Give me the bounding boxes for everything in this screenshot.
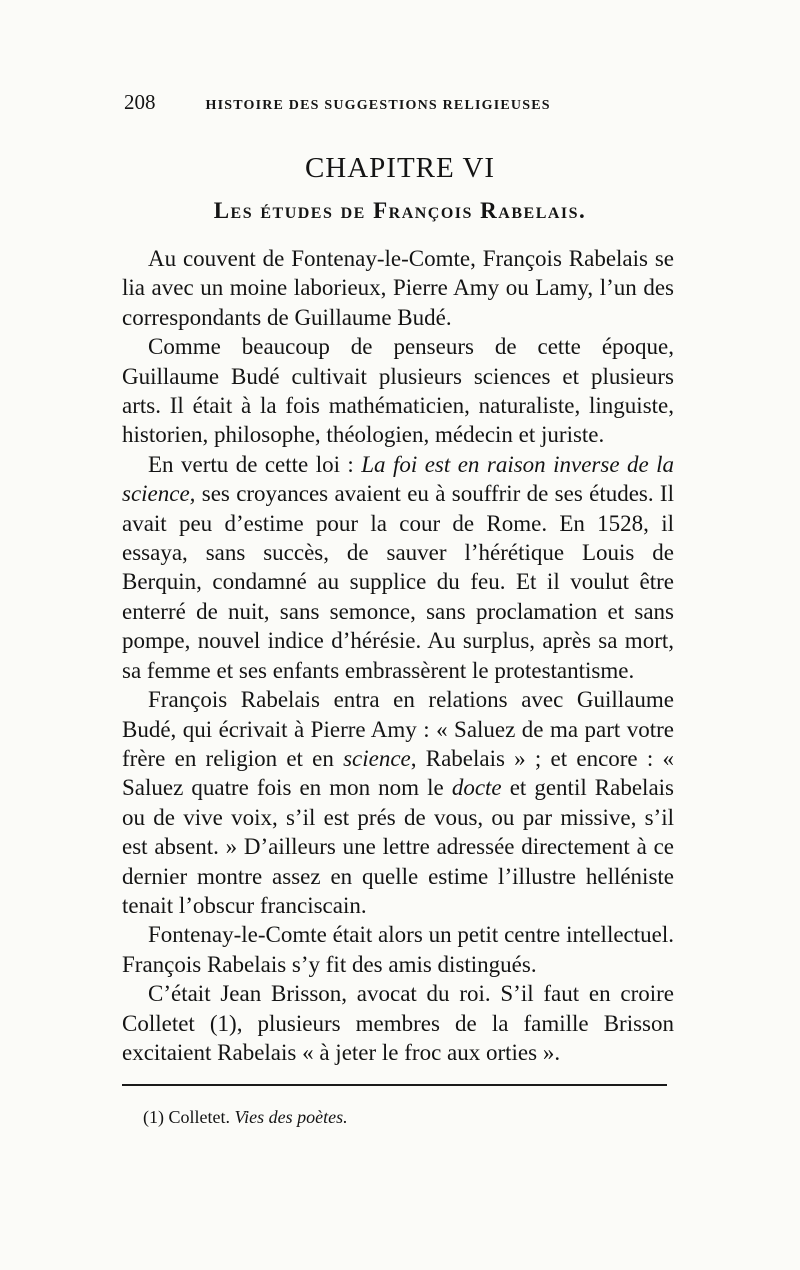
running-title: HISTOIRE DES SUGGESTIONS RELIGIEUSES xyxy=(205,98,551,113)
footnote-rule xyxy=(122,1084,667,1086)
paragraph-4-italic-docte: docte xyxy=(451,775,502,801)
paragraph-4-text-middle: , Rabelais » ; et encore : « Saluez quatre fois en mon nom le xyxy=(122,745,674,801)
chapter-subtitle: Les études de François Rabelais. xyxy=(213,198,587,223)
paragraph-3 xyxy=(122,450,674,685)
paragraph-1: Au couvent de Fontenay-le-Comte, François Rabelais se lia avec un moine laborieux, Pierre Amy ou Lamy, l’un des correspondants de Guillaume Budé. xyxy=(122,246,674,330)
paragraph-4 xyxy=(122,685,674,920)
paragraph-3-text-end: ses croyances avaient eu à souffrir de ses études. Il avait peu d’estime pour la cour de Rome. En 1528, il essaya, sans succès, de sauver l’hérétique Louis de Berquin, condamné au supplice du feu. Et il voulut être enterré de nuit, sans semonce, sans proclamation et sans pompe, nouvel indice d’hérésie. Au surplus, après sa mort, sa femme et ses enfants embrassèrent le protestantisme. xyxy=(122,481,674,683)
running-head xyxy=(124,90,676,115)
paragraph-6: C’était Jean Brisson, avocat du roi. S’il faut en croire Colletet (1), plusieurs membres de la famille Brisson excitaient Rabelais « à jeter le froc aux orties ». xyxy=(122,981,674,1065)
paragraph-2: Comme beaucoup de penseurs de cette époque, Guillaume Budé cultivait plusieurs sciences et plusieurs arts. Il était à la fois mathématicien, naturaliste, linguiste, historien, philosophe, théologien, médecin et juriste. xyxy=(122,334,674,448)
footnote-marker: (1) Colletet. xyxy=(143,1107,235,1127)
paragraph-3-italic-quote: La foi est en raison inverse de la science, xyxy=(122,451,675,507)
page-number: 208 xyxy=(124,90,156,114)
paragraph-4-text-start: François Rabelais entra en relations avec Guillaume Budé, qui écrivait à Pierre Amy : « Saluez de ma part votre frère en religion et en xyxy=(122,687,674,771)
paragraph-4-italic-science: science xyxy=(343,745,411,771)
footnote xyxy=(143,1107,348,1128)
paragraph-3-text-start: En vertu de cette loi : xyxy=(148,451,362,477)
paragraph-4-text-end: et gentil Rabelais ou de vive voix, s’il est prés de vous, ou par missive, s’il est absent. » D’ailleurs une lettre adressée directement à ce dernier montre assez en quelle estime l’illustre helléniste tenait l’obscur franciscain. xyxy=(122,775,674,918)
paragraph-5: Fontenay-le-Comte était alors un petit centre intellectuel. François Rabelais s’y fit des amis distingués. xyxy=(122,922,674,977)
body-text xyxy=(122,244,674,1067)
footnote-title: Vies des poètes. xyxy=(234,1107,348,1127)
chapter-title: CHAPITRE VI xyxy=(304,152,496,184)
